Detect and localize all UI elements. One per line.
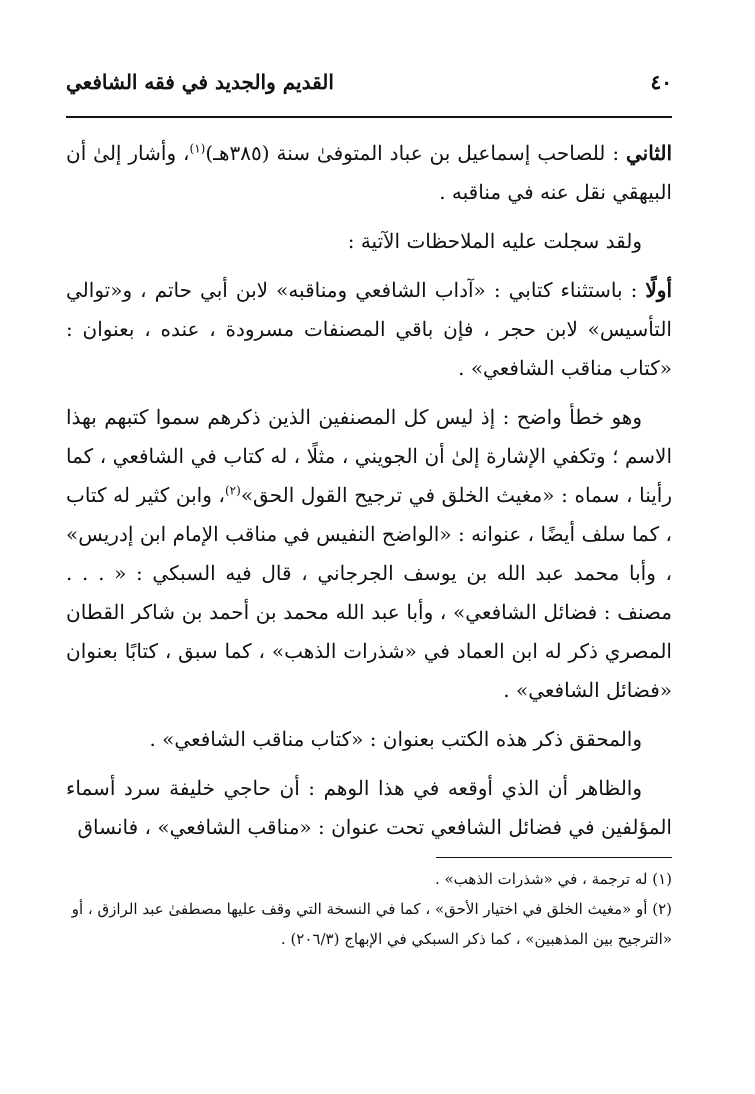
paragraph: والظاهر أن الذي أوقعه في هذا الوهم : أن حاجي خليفة سرد أسماء المؤلفين في فضائل الشافعي تحت عنوان : «مناقب الشافعي» ، فانساق: [66, 776, 672, 839]
footnote-marker: (٢): [224, 483, 241, 498]
running-header: [66, 70, 672, 100]
paragraph-lead: أولًا: [645, 278, 672, 302]
paragraph: أولًا : باستثناء كتابي : «آداب الشافعي ومناقبه» لابن أبي حاتم ، و«توالي التأسيس» لابن حجر ، فإن باقي المصنفات مسرودة ، عنده ، بعنوان : «كتاب مناقب الشافعي» .: [66, 278, 672, 380]
paragraph: الثاني : للصاحب إسماعيل بن عباد المتوفىٰ سنة (٣٨٥هـ)$^{(١)}$، وأشار إلىٰ أن البيهقي نقل عنه في مناقبه .: [66, 141, 672, 204]
footnote: (١) له ترجمة ، في «شذرات الذهب» .: [434, 870, 672, 888]
footnotes: [66, 864, 672, 954]
footnote-divider: [436, 857, 672, 858]
paragraph: والمحقق ذكر هذه الكتب بعنوان : «كتاب مناقب الشافعي» .: [149, 727, 642, 751]
page: [66, 70, 672, 954]
paragraph: وهو خطأ واضح : إذ ليس كل المصنفين الذين ذكرهم سموا كتبهم بهذا الاسم ؛ وتكفي الإشارة إلىٰ أن الجويني ، مثلًا ، له كتاب في الشافعي ، كما رأينا ، سماه : «مغيث الخلق في ترجيح القول الحق»$^{(٢)}$، وابن كثير له كتاب ، كما سلف أيضًا ، عنوانه : «الواضح النفيس في مناقب الإمام ابن إدريس» ، وأبا محمد عبد الله بن يوسف الجرجاني ، قال فيه السبكي : « . . . مصنف : فضائل الشافعي» ، وأبا عبد الله محمد بن أحمد بن شاكر القطان المصري ذكر له ابن العماد في «شذرات الذهب» ، كما سبق ، كتابًا بعنوان «فضائل الشافعي» .: [66, 405, 673, 702]
page-number: ٤٠: [650, 70, 672, 94]
paragraph-lead: الثاني: [625, 141, 672, 165]
footnote: (٢) أو «مغيث الخلق في اختيار الأحق» ، كما في النسخة التي وقف عليها مصطفىٰ عبد الرازق ، أو «الترجيح بين المذهبين» ، كما ذكر السبكي في الإبهاج (٢٠٦/٣) .: [71, 900, 672, 948]
footnote-marker: (١): [189, 141, 206, 156]
header-divider: [66, 116, 672, 118]
running-title: القديم والجديد في فقه الشافعي: [66, 70, 334, 94]
paragraph: ولقد سجلت عليه الملاحظات الآتية :: [347, 229, 642, 253]
body-text: [66, 134, 672, 847]
